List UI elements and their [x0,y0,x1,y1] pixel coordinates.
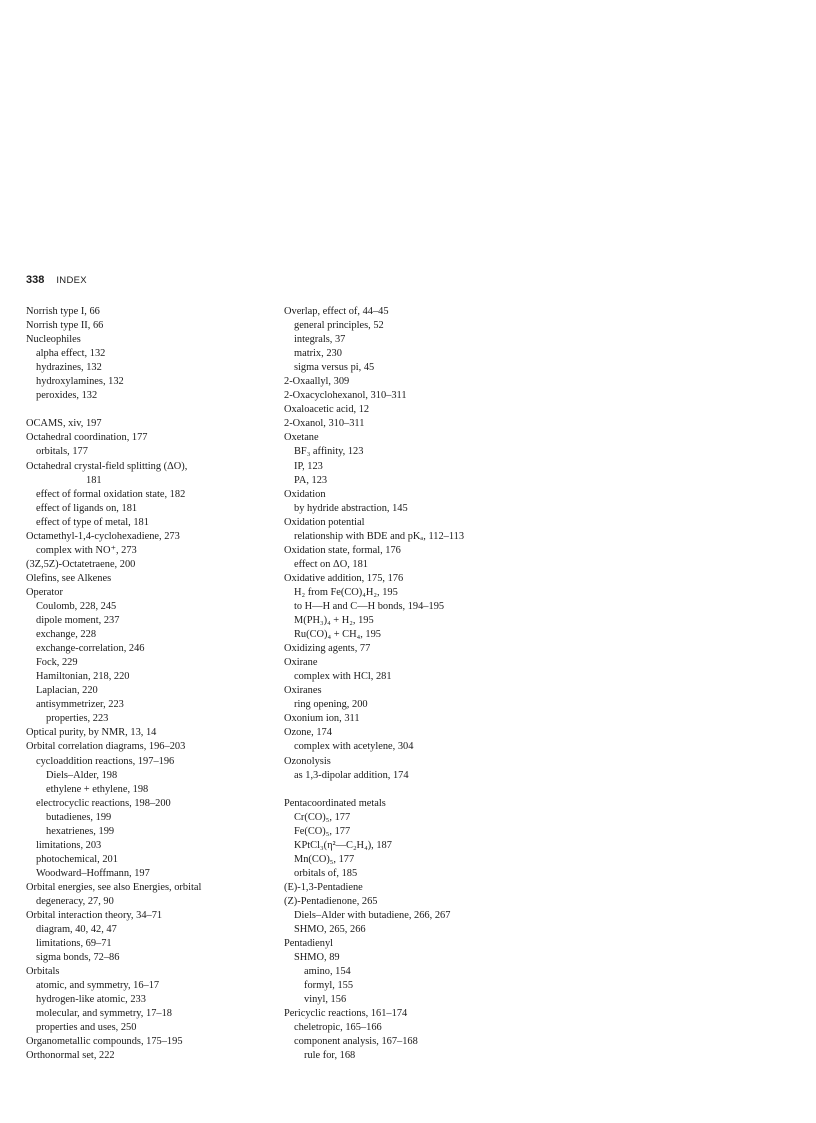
index-entry: hydrogen-like atomic, 233 [36,994,146,1006]
index-entry: complex with HCl, 281 [294,671,392,683]
index-entry: to H—H and C—H bonds, 194–195 [294,600,445,612]
index-entry: Oxidizing agents, 77 [284,643,371,655]
index-entry: diagram, 40, 42, 47 [36,924,117,936]
index-entry: sigma versus pi, 45 [294,362,375,374]
index-entry: Laplacian, 220 [36,685,98,697]
index-entry: relationship with BDE and pKₐ, 112–113 [294,530,465,542]
index-entry: Orthonormal set, 222 [26,1050,115,1062]
index-entry: (E)-1,3-Pentadiene [284,881,363,893]
index-entry: M(PH₃)₄ + H₂, 195 [294,615,374,627]
index-entry: alpha effect, 132 [36,348,106,360]
index-entry: Oxidation [284,488,326,500]
index-entry: hydrazines, 132 [36,362,102,374]
index-entry: molecular, and symmetry, 17–18 [36,1008,172,1020]
index-entry: properties and uses, 250 [36,1022,137,1034]
index-entry: Oxidation state, formal, 176 [284,544,401,556]
index-entry: Pericyclic reactions, 161–174 [284,1008,408,1020]
index-entry: integrals, 37 [294,334,346,346]
index-entry: Ozone, 174 [284,727,332,739]
index-entry: Octamethyl-1,4-cyclohexadiene, 273 [26,530,180,542]
index-entry: BF₃ affinity, 123 [294,446,364,458]
index-entry: Orbital energies, see also Energies, orbital [26,881,202,893]
index-entry: orbitals of, 185 [294,867,358,879]
index-entry: Woodward–Hoffmann, 197 [36,867,150,879]
index-entry: (Z)-Pentadienone, 265 [284,895,378,907]
index-column-right [284,305,534,1064]
index-entry: SHMO, 89 [294,952,340,964]
index-entry: antisymmetrizer, 223 [36,699,124,711]
index-entry: H₂ from Fe(CO)₄H₂, 195 [294,586,398,598]
index-entry: Octahedral crystal-field splitting (ΔO), [26,460,188,472]
index-entry: KPtCl₃(η²—C₂H₄), 187 [294,839,392,851]
index-column-left [26,305,276,1064]
index-entry: OCAMS, xiv, 197 [26,418,102,430]
index-entry: Orbital interaction theory, 34–71 [26,910,163,922]
index-entry: Fe(CO)₅, 177 [294,825,351,837]
index-entry: Cr(CO)₅, 177 [294,811,351,823]
index-entry: Pentadienyl [284,938,334,950]
index-gap [284,783,534,797]
index-entry: Mn(CO)₅, 177 [294,853,355,865]
index-entry: cheletropic, 165–166 [294,1022,382,1034]
index-entry: component analysis, 167–168 [294,1036,418,1048]
index-entry: Oxirane [284,657,318,669]
index-entry: hydroxylamines, 132 [36,376,124,388]
index-entry: limitations, 69–71 [36,938,112,950]
index-entry: orbitals, 177 [36,446,88,458]
index-entry: Ozonolysis [284,755,331,767]
index-entry: electrocyclic reactions, 198–200 [36,797,171,809]
index-entry: 181 [86,474,102,486]
index-entry: sigma bonds, 72–86 [36,952,120,964]
index-entry: dipole moment, 237 [36,615,120,627]
index-entry: SHMO, 265, 266 [294,924,366,936]
page-header [26,274,87,286]
index-entry: Oxiranes [284,685,322,697]
index-entry: Overlap, effect of, 44–45 [284,306,389,317]
index-entry: peroxides, 132 [36,390,98,402]
index-entry: atomic, and symmetry, 16–17 [36,980,160,992]
index-entry: general principles, 52 [294,320,384,332]
index-entry: (3Z,5Z)-Octatetraene, 200 [26,558,136,570]
index-entry: Oxidative addition, 175, 176 [284,572,404,584]
index-entry: Organometallic compounds, 175–195 [26,1036,183,1048]
index-entry: rule for, 168 [304,1050,356,1062]
index-entry: degeneracy, 27, 90 [36,895,114,907]
index-entry: ring opening, 200 [294,699,368,711]
index-entry: complex with acetylene, 304 [294,741,414,753]
index-entry: exchange-correlation, 246 [36,643,145,655]
index-entry: Optical purity, by NMR, 13, 14 [26,727,157,739]
index-entry: Diels–Alder with butadiene, 266, 267 [294,910,451,922]
index-entry: IP, 123 [294,460,323,472]
index-entry: PA, 123 [294,474,328,486]
index-entry: Octahedral coordination, 177 [26,432,148,444]
index-entry: Nucleophiles [26,334,81,346]
index-entry: amino, 154 [304,966,351,978]
index-entry: exchange, 228 [36,629,97,641]
index-entry: matrix, 230 [294,348,342,360]
index-entry: Hamiltonian, 218, 220 [36,671,130,683]
index-entry: Olefins, see Alkenes [26,572,112,584]
index-entry: effect on ΔO, 181 [294,558,369,570]
index-entry: Oxetane [284,432,319,444]
index-entry: photochemical, 201 [36,853,118,865]
index-entry: vinyl, 156 [304,994,347,1006]
index-entry: effect of type of metal, 181 [36,516,149,528]
index-entry: Oxaloacetic acid, 12 [284,404,370,416]
index-gap [26,403,276,417]
index-entry: Operator [26,586,63,598]
index-entry: Norrish type II, 66 [26,320,104,332]
index-entry: Ru(CO)₄ + CH₄, 195 [294,629,381,641]
index-entry: cycloaddition reactions, 197–196 [36,755,175,767]
running-head: INDEX [56,275,87,286]
index-entry: ethylene + ethylene, 198 [46,783,149,795]
index-entry: Oxonium ion, 311 [284,713,360,725]
index-entry: Coulomb, 228, 245 [36,600,117,612]
index-entry: Orbitals [26,966,60,978]
index-entry: Pentacoordinated metals [284,797,386,809]
index-entry: effect of formal oxidation state, 182 [36,488,186,500]
index-entry: Norrish type I, 66 [26,306,100,317]
index-entry: 2-Oxacyclohexanol, 310–311 [284,390,407,402]
index-entry: as 1,3-dipolar addition, 174 [294,769,409,781]
index-entry: complex with NO⁺, 273 [36,544,137,556]
index-entry: formyl, 155 [304,980,354,992]
index-entry: Diels–Alder, 198 [46,769,118,781]
index-entry: hexatrienes, 199 [46,825,115,837]
index-entry: 2-Oxaallyl, 309 [284,376,350,388]
index-entry: properties, 223 [46,713,109,725]
index-entry: by hydride abstraction, 145 [294,502,408,514]
index-entry: Orbital correlation diagrams, 196–203 [26,741,186,753]
index-entry: butadienes, 199 [46,811,112,823]
index-entry: limitations, 203 [36,839,102,851]
index-entry: Fock, 229 [36,657,78,669]
index-entry: Oxidation potential [284,516,365,528]
index-entry: 2-Oxanol, 310–311 [284,418,365,430]
page-number: 338 [26,274,45,286]
index-entry: effect of ligands on, 181 [36,502,138,514]
